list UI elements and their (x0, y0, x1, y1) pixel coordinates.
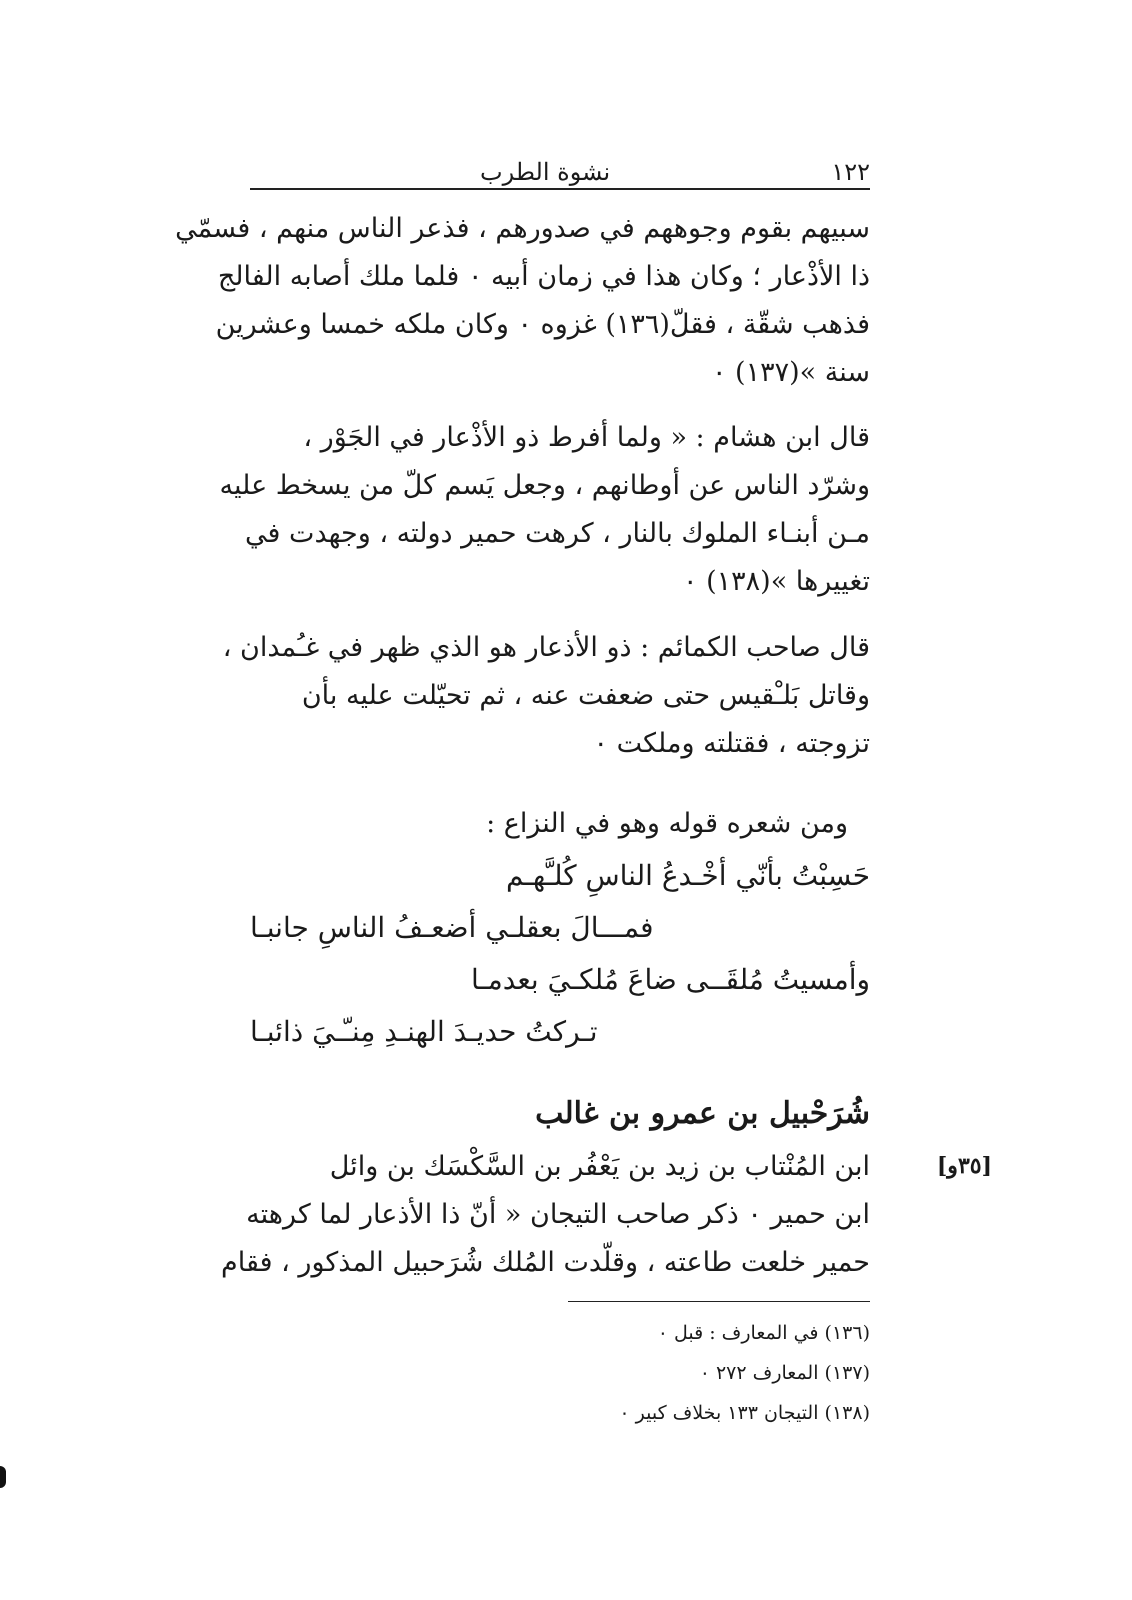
section-heading: شُرَحْبيل بن عمرو بن غالب (535, 1096, 870, 1131)
text-line: ابن المُنْتاب بن زيد بن يَعْفُر بن السَّكْسَك بن وائل (329, 1151, 870, 1182)
poem-verse: حَسِبْتُ بأنّي أخْـدعُ الناسِ كُلـَّهـم (506, 859, 870, 892)
book-title: نشوة الطرب (480, 158, 611, 186)
running-header (250, 152, 870, 190)
paragraph-1 (175, 205, 870, 397)
text-line: فذهب شقّة ، فقلّ(١٣٦) غزوه ٠ وكان ملكه خمسا وعشرين (215, 309, 870, 340)
poem-verse: تـركتُ حديـدَ الهنـدِ مِنـّـيَ ذائبـا (250, 1015, 598, 1048)
paragraph-3 (222, 624, 870, 768)
footnote: (١٣٨) التيجان ١٣٣ بخلاف كبير ٠ (619, 1402, 870, 1424)
text-line: قال صاحب الكمائم : ذو الأذعار هو الذي ظهر في غـُمدان ، (222, 632, 870, 663)
text-line: سنة »(١٣٧) ٠ (711, 357, 870, 388)
footnote: (١٣٧) المعارف ٢٧٢ ٠ (699, 1362, 870, 1384)
text-line: قال ابن هشام : « ولما أفرط ذو الأذْعار في الجَوْر ، (303, 422, 870, 453)
folio-marker: [٣٥و] (936, 1153, 992, 1179)
text-line: حمير خلعت طاعته ، وقلّدت المُلك شُرَحبيل المذكور ، فقام (221, 1247, 870, 1278)
text-line: مـن أبنـاء الملوك بالنار ، كرهت حمير دولته ، وجهدت في (245, 518, 870, 549)
footnote-divider (568, 1301, 870, 1302)
text-line: وقاتل بَلـْقيس حتى ضعفت عنه ، ثم تحيّلت عليه بأن (301, 680, 870, 711)
footnote: (١٣٦) في المعارف : قبل ٠ (657, 1322, 870, 1344)
text-line: سبيهم بقوم وجوههم في صدورهم ، فذعر الناس منهم ، فسمّي (175, 213, 870, 244)
paragraph-2 (219, 414, 870, 606)
text-line: ابن حمير ٠ ذكر صاحب التيجان « أنّ ذا الأذعار لما كرهته (246, 1199, 870, 1230)
page-number: ١٢٢ (831, 158, 870, 186)
footnotes (619, 1313, 870, 1433)
text-line: تزوجته ، فقتلته وملكت ٠ (593, 728, 870, 759)
text-line: وشرّد الناس عن أوطانهم ، وجعل يَسم كلّ من يسخط عليه (219, 470, 870, 501)
poem-verse: فمـــالَ بعقلـي أضعـفُ الناسِ جانبـا (250, 911, 654, 944)
poem-verse: وأمسيتُ مُلقَــى ضاعَ مُلكـيَ بعدمـا (470, 963, 870, 996)
scan-edge-mark (0, 1466, 6, 1488)
poem-intro: ومن شعره قوله وهو في النزاع : (486, 808, 848, 839)
paragraph-4 (221, 1143, 870, 1287)
text-line: ذا الأذْعار ؛ وكان هذا في زمان أبيه ٠ فلما ملك أصابه الفالج (217, 261, 870, 292)
text-line: تغييرها »(١٣٨) ٠ (683, 566, 870, 597)
